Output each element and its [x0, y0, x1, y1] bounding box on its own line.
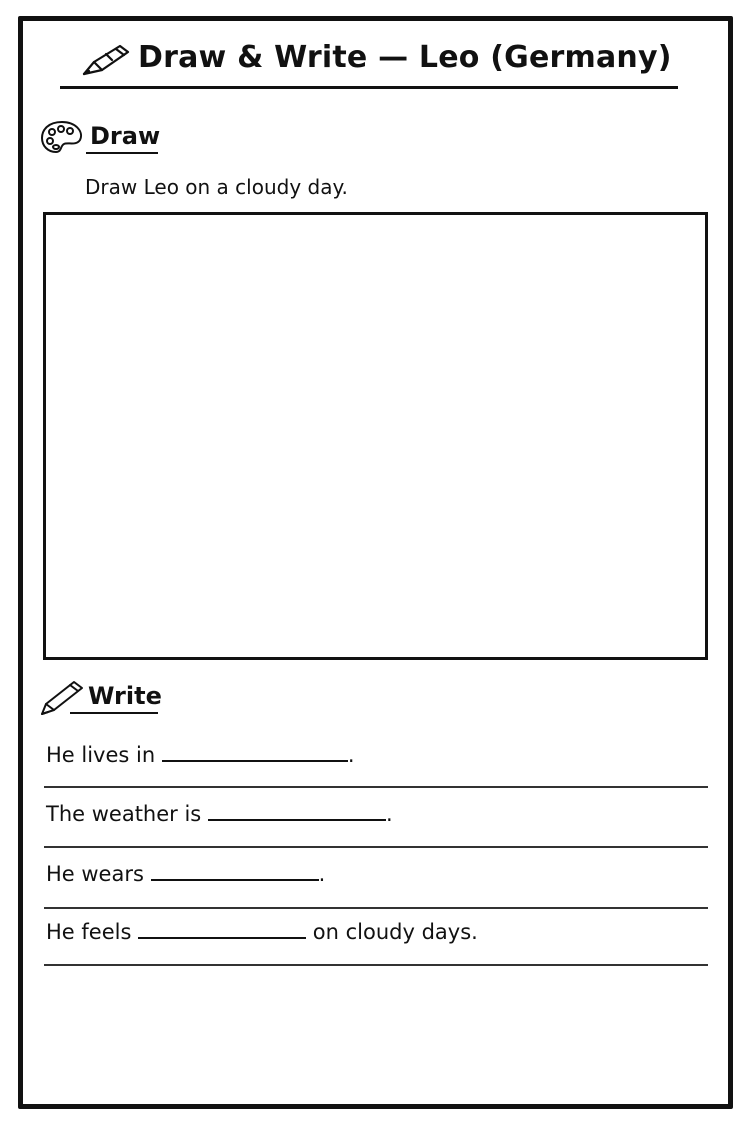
sentence-2 [46, 801, 393, 826]
palette-icon [40, 118, 84, 156]
sentence-2-start: The weather is [46, 802, 202, 826]
answer-blank-3[interactable] [151, 861, 319, 881]
write-heading-label: Write [88, 682, 162, 710]
sentence-1 [46, 742, 355, 767]
drawing-area[interactable] [43, 212, 708, 660]
write-heading [40, 678, 170, 718]
page-title: Draw & Write — Leo (Germany) [138, 40, 672, 75]
line-rule [44, 846, 708, 848]
write-line-1 [44, 742, 708, 786]
sentence-2-end: . [385, 802, 393, 826]
sentence-4 [46, 919, 478, 944]
answer-blank-4[interactable] [138, 919, 306, 939]
title-row [60, 36, 678, 92]
draw-heading [40, 118, 170, 158]
sentence-3-start: He wears [46, 862, 144, 886]
line-rule [44, 964, 708, 966]
answer-blank-2[interactable] [208, 801, 386, 821]
sentence-1-end: . [347, 743, 355, 767]
write-line-2 [44, 801, 708, 845]
draw-prompt: Draw Leo on a cloudy day. [85, 175, 348, 199]
write-heading-underline [70, 712, 158, 714]
sentence-1-start: He lives in [46, 743, 156, 767]
sentence-3-end: . [318, 862, 326, 886]
title-divider [60, 86, 678, 89]
sentence-4-end: on cloudy days. [312, 920, 478, 944]
line-rule [44, 907, 708, 909]
sentence-3 [46, 861, 325, 886]
line-rule [44, 786, 708, 788]
write-line-4 [44, 919, 708, 963]
answer-blank-1[interactable] [162, 742, 348, 762]
sentence-4-start: He feels [46, 920, 132, 944]
draw-heading-underline [86, 152, 158, 154]
write-line-3 [44, 861, 708, 905]
draw-heading-label: Draw [90, 122, 161, 150]
crayon-icon [80, 40, 132, 80]
